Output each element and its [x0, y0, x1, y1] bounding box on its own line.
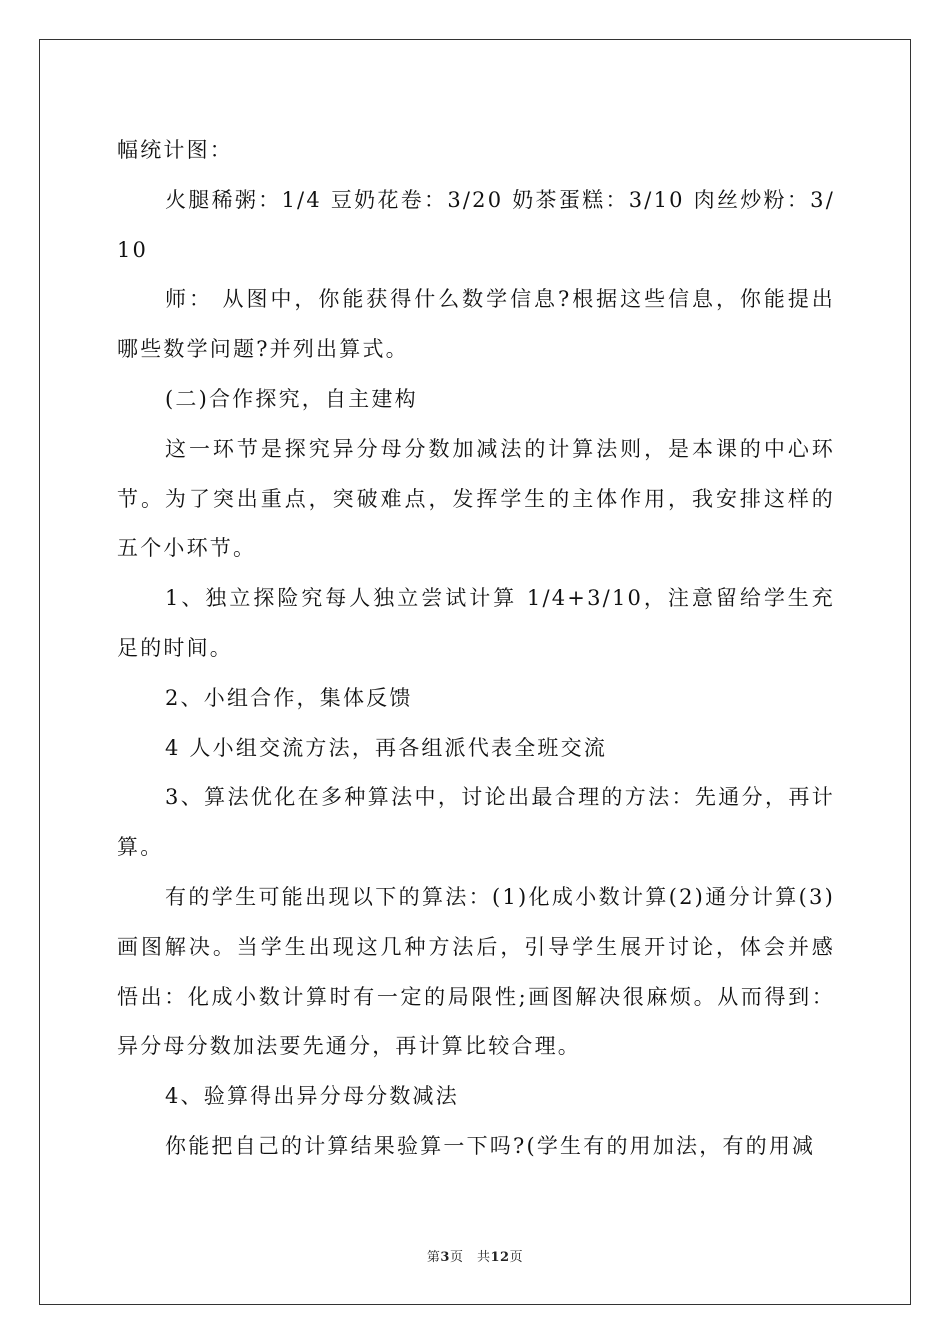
paragraph: 幅统计图：: [117, 138, 233, 162]
page-footer: [0, 1246, 950, 1265]
paragraph: 有的学生可能出现以下的算法：(1)化成小数计算(2)通分计算(3)画图解决。当学生出现这几种方法后，引导学生展开讨论，体会并感悟出：化成小数计算时有一定的局限性;画图解决很麻烦。从而得到：异分母分数加法要先通分，再计算比较合理。: [117, 884, 835, 1059]
paragraph: 师： 从图中，你能获得什么数学信息?根据这些信息，你能提出哪些数学问题?并列出算式。: [117, 287, 835, 362]
paragraph: 火腿稀粥：1/4 豆奶花卷：3/20 奶茶蛋糕：3/10 肉丝炒粉：3/10: [117, 187, 835, 262]
footer-suffix: 页: [509, 1250, 524, 1265]
paragraph: 4 人小组交流方法，再各组派代表全班交流: [165, 735, 608, 760]
paragraph: 你能把自己的计算结果验算一下吗?(学生有的用加法，有的用减: [165, 1133, 816, 1158]
list-item: 4、验算得出异分母分数减法: [165, 1084, 459, 1109]
list-item: 2、小组合作，集体反馈: [165, 685, 413, 710]
total-pages-number: 12: [490, 1250, 510, 1265]
footer-mid: 页 共: [449, 1250, 491, 1265]
current-page-number: 3: [440, 1250, 450, 1265]
paragraph: 这一环节是探究异分母分数加减法的计算法则，是本课的中心环节。为了突出重点，突破难点，发挥学生的主体作用，我安排这样的五个小环节。: [117, 436, 835, 561]
document-body: [117, 126, 835, 1172]
section-heading: (二)合作探究，自主建构: [165, 386, 418, 411]
list-item: 1、独立探险究每人独立尝试计算 1/4+3/10，注意留给学生充足的时间。: [117, 586, 835, 660]
footer-prefix: 第: [426, 1250, 441, 1265]
list-item: 3、算法优化在多种算法中，讨论出最合理的方法：先通分，再计算。: [117, 785, 835, 860]
